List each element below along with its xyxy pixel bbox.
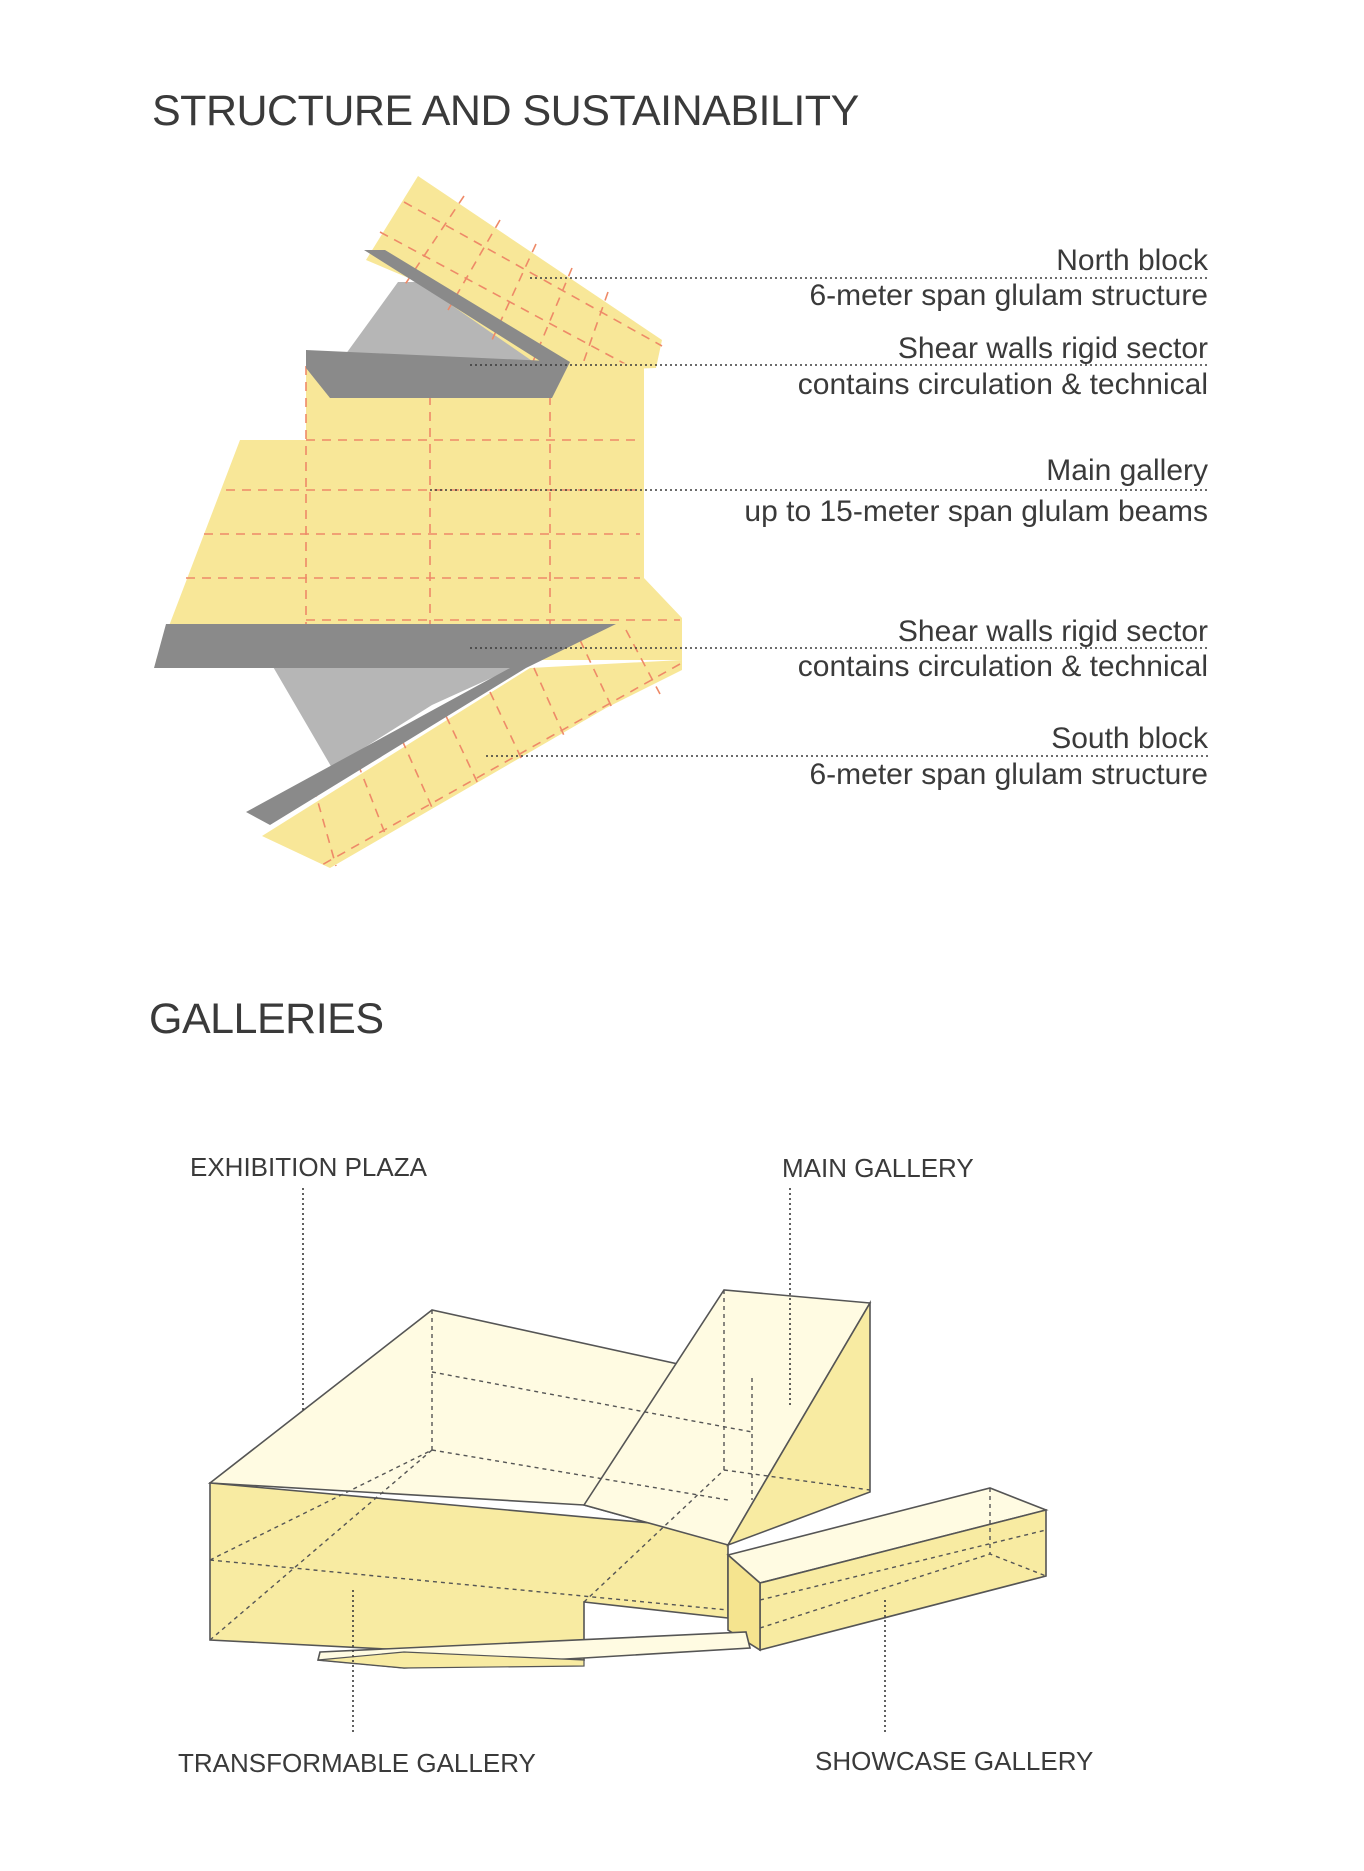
callout-south-block-title: South block: [1051, 722, 1208, 755]
callout-south-block-desc: 6-meter span glulam structure: [809, 758, 1208, 791]
callout-main-gallery-title: Main gallery: [1046, 454, 1208, 487]
main-gallery-block: [156, 362, 682, 660]
callout-shear-south-title: Shear walls rigid sector: [897, 615, 1208, 648]
callout-shear-south-desc: contains circulation & technical: [797, 650, 1208, 683]
structure-callouts: [744, 244, 1209, 791]
callout-north-block-desc: 6-meter span glulam structure: [809, 279, 1208, 312]
label-main-gallery: MAIN GALLERY: [782, 1153, 974, 1183]
galleries-axonometric: [210, 1290, 1046, 1668]
callout-main-gallery-desc: up to 15-meter span glulam beams: [744, 495, 1208, 528]
callout-shear-north-title: Shear walls rigid sector: [897, 332, 1208, 365]
structure-section-title: STRUCTURE AND SUSTAINABILITY: [152, 87, 859, 135]
callout-shear-north-desc: contains circulation & technical: [797, 368, 1208, 401]
label-showcase-gallery: SHOWCASE GALLERY: [815, 1746, 1094, 1776]
structure-axonometric-plan: [154, 176, 682, 868]
label-exhibition-plaza: EXHIBITION PLAZA: [190, 1152, 427, 1182]
callout-north-block-title: North block: [1056, 244, 1208, 277]
galleries-section-title: GALLERIES: [149, 995, 384, 1043]
label-transformable-gallery: TRANSFORMABLE GALLERY: [178, 1748, 536, 1778]
